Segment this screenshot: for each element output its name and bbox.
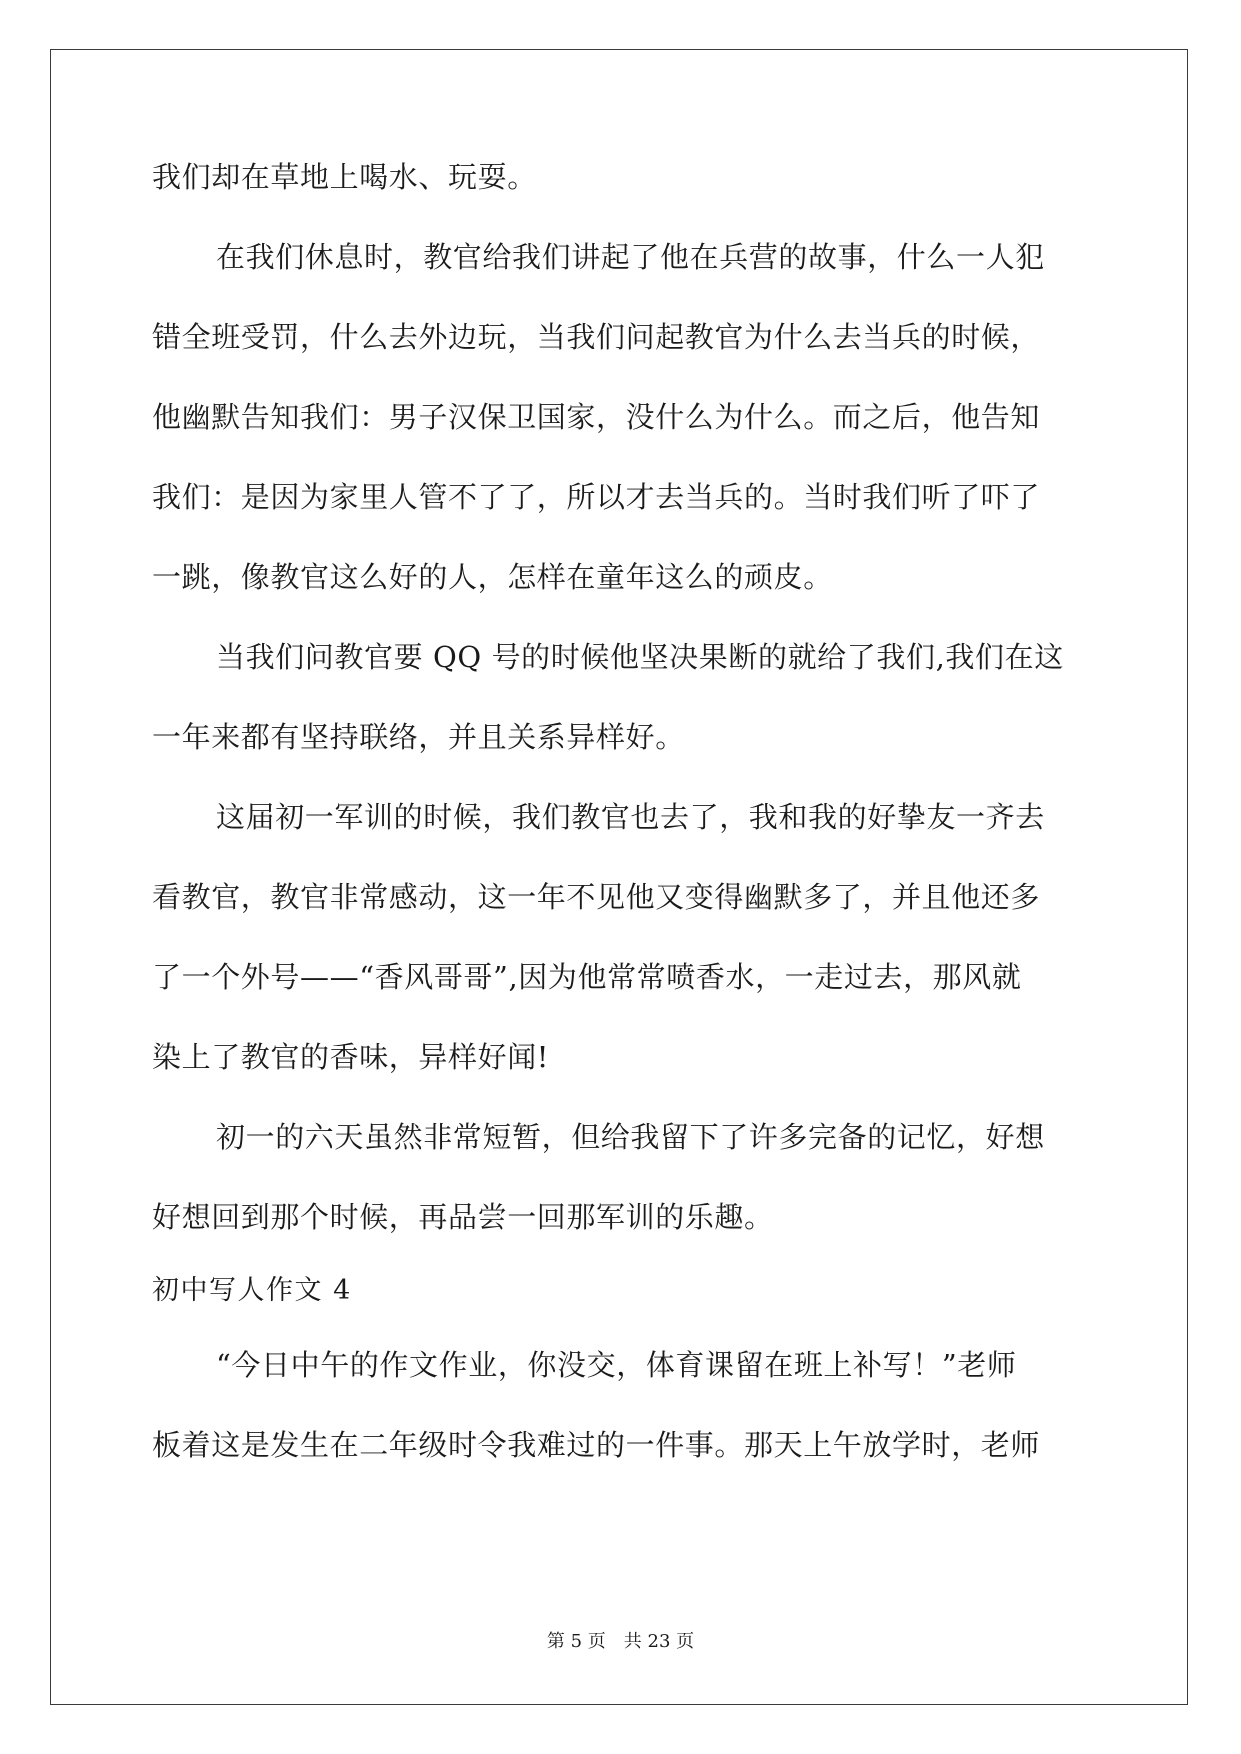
text-line: 我们却在草地上喝水、玩耍。 bbox=[152, 160, 537, 194]
page-number: 第 5 页 bbox=[546, 1631, 606, 1652]
text-line: 我们：是因为家里人管不了了，所以才去当兵的。当时我们听了吓了 bbox=[152, 480, 1041, 514]
text-line: 他幽默告知我们：男子汉保卫国家，没什么为什么。而之后，他告知 bbox=[152, 400, 1041, 434]
paragraph-first-line: 在我们休息时，教官给我们讲起了他在兵营的故事，什么一人犯 bbox=[216, 240, 1045, 274]
text-line: 错全班受罚，什么去外边玩，当我们问起教官为什么去当兵的时候， bbox=[152, 320, 1041, 354]
text-line: 看教官，教官非常感动，这一年不见他又变得幽默多了，并且他还多 bbox=[152, 880, 1041, 914]
section-heading: 初中写人作文 4 bbox=[152, 1275, 352, 1306]
text-line: 一跳，像教官这么好的人，怎样在童年这么的顽皮。 bbox=[152, 560, 833, 594]
text-line: 好想回到那个时候，再品尝一回那军训的乐趣。 bbox=[152, 1200, 774, 1234]
paragraph-first-line: 当我们问教官要 QQ 号的时候他坚决果断的就给了我们,我们在这 bbox=[216, 640, 1064, 674]
text-line: 板着这是发生在二年级时令我难过的一件事。那天上午放学时，老师 bbox=[152, 1428, 1041, 1462]
page-total: 共 23 页 bbox=[623, 1631, 695, 1652]
paragraph-first-line: 这届初一军训的时候，我们教官也去了，我和我的好挚友一齐去 bbox=[216, 800, 1045, 834]
paragraph-first-line: “今日中午的作文作业，你没交，体育课留在班上补写！”老师 bbox=[216, 1348, 1017, 1382]
text-line: 一年来都有坚持联络，并且关系异样好。 bbox=[152, 720, 685, 754]
paragraph-first-line: 初一的六天虽然非常短暂，但给我留下了许多完备的记忆，好想 bbox=[216, 1120, 1045, 1154]
text-line: 染上了教官的香味，异样好闻! bbox=[152, 1040, 550, 1074]
text-line: 了一个外号——“香风哥哥”,因为他常常喷香水，一走过去，那风就 bbox=[152, 960, 1022, 994]
page-footer bbox=[0, 1630, 1241, 1654]
